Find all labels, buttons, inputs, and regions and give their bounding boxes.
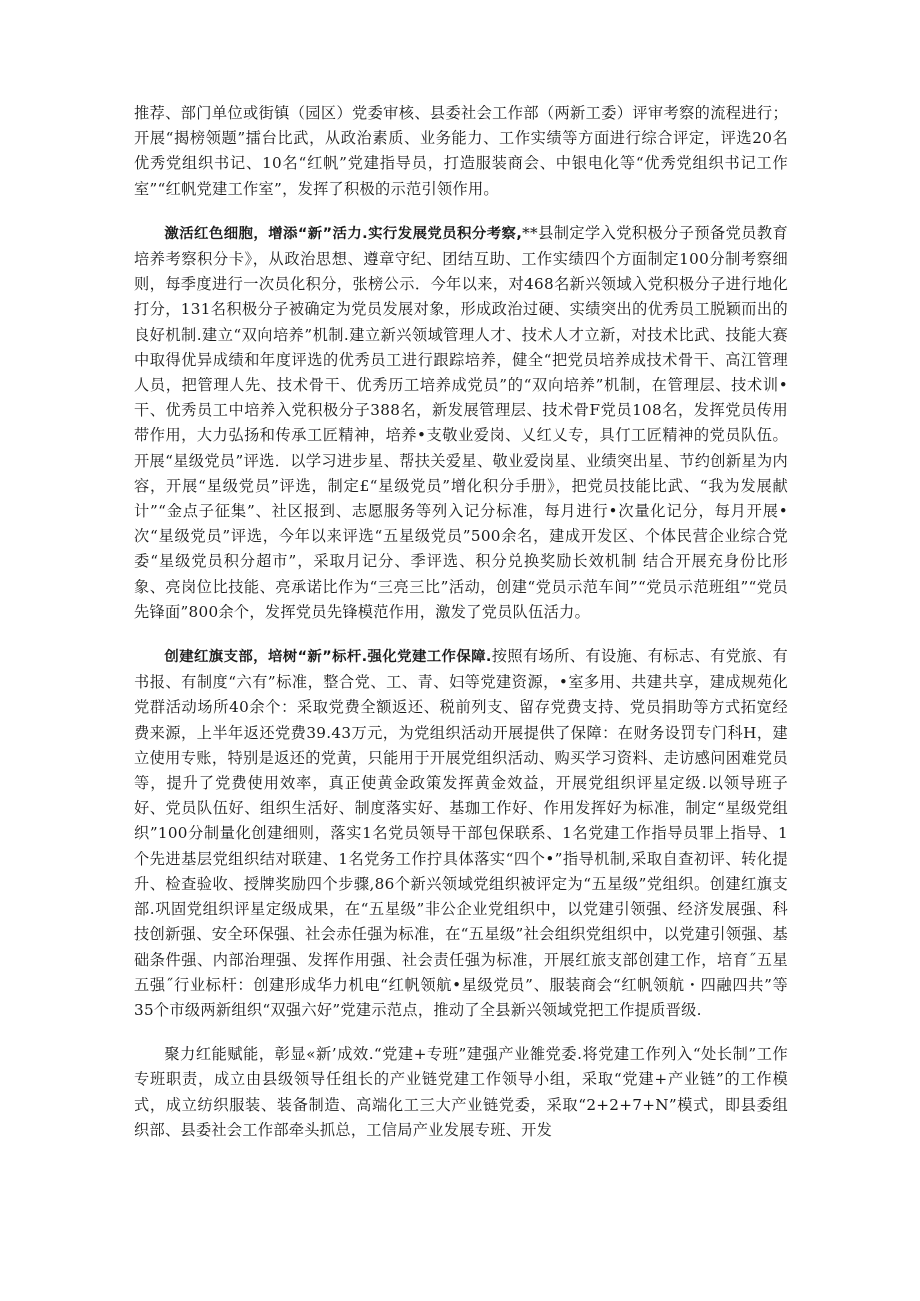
paragraph-4: 聚力红能赋能，彰显«新’成效.“党建+专班”建强产业雒党委.将党建工作列入“处长制”工作专班职责，成立由县级领导任组长的产业链党建工作领导小组，采取“党建+产业链”的工作模式，成立纺织服装、装备制造、高端化工三大产业链党委，采取“2+2+7+N”模式，即县委组织部、县委社会工作部牵头抓总，工信局产业发展专班、开发 (134, 1045, 788, 1139)
paragraph-2-lead: 激活红色细胞，增添“新”活力.实行发展党员积分考察, (164, 225, 523, 242)
paragraph-3 (134, 644, 788, 1023)
paragraph-gap (134, 625, 788, 644)
paragraph-2 (134, 221, 788, 625)
paragraph-1: 推荐、部门单位或街镇（园区）党委审核、县委社会工作部（两新工委）评审考察的流程进行；开展“揭榜领题”擂台比武，从政治素质、业务能力、工作实绩等方面进行综合评定，评选20名优秀党组织书记、10名“红帆”党建指导员，打造服装商会、中银电化等“优秀党组织书记工作室”“红帆党建工作室”，发挥了积极的示范引领作用。 (134, 104, 788, 198)
paragraph-gap (134, 202, 788, 221)
paragraph-gap (134, 1023, 788, 1042)
paragraph-3-lead: 创建红旗支部，培树“新”标杆.强化党建工作保障. (164, 649, 492, 666)
paragraph-3-body: 按照有场所、有设施、有标志、有党旅、有书报、有制度“六有”标准，整合党、工、青、妇等党建资源，•室多用、共建共享，建成规苑化党群活动场所40余个：采取党费全额返还、税前列支、留存党费支持、党员捐助等方式拓宽经费来源，上半年返还党费39.43万元，为党组织活动开展提供了保障：在财务设罚专门科H，建立使用专账，特别是返还的党黄，只能用于开展党组织活动、购买学习资料、走访感问困难党员等，提升了党费使用效率，真正使黄金政策发挥黄金效益，开展党组织评星定级.以领导班子好、党员队伍好、组织生活好、制度落实好、基珈工作好、作用发挥好为标准，制定“星级党组织”100分制量化创建细则，落实1名党员领导干部包保联系、1名党建工作指导员罪上指导、1个先进基层党组织结对联建、1名党务工作拧具体落实“四个•”指导机制,采取自查初评、转化提升、检查验收、授牌奖励四个步骤,86个新兴领域党组织被评定为“五星级”党组织。创建红旗支部.巩固党组织评星定级成果，在“五星级”非公企业党组织中，以党建引领强、经济发展强、科技创新强、安全环保强、社会赤任强为标准，在“五星级”社会组织党组织中，以党建引领强、基础条件强、内部治理强、发挥作用强、社会责任强为标准，开展红旅支部创建工作，培育˝五星五强˝行业标杆：创建形成华力机电“红帆领航•星级党员”、服装商会“红帆领航・四融四共”等35个市级两新组织“双强六好”党建示范点，推动了全县新兴领域党把工作提质晋级. (134, 647, 788, 1019)
paragraph-2-body: **县制定学入党积极分子预备党员教育培养考察积分卡》，从政治思想、遵章守纪、团结互助、工作实绩四个方面制定100分制考察细则，每季度进行一次员化积分，张榜公示．今年以来，对468名新兴领域入党积极分子进行地化打分，131名积极分子被确定为党员发展对象，形成政治过硬、实绩突出的优秀员工脱颖而出的良好机制.建立“双向培养”机制.建立新兴领域管理人才、技术人才立新，对技术比武、技能大赛中取得优异成绩和年度评选的优秀员工进行跟踪培养，健全“把党员培养成技术骨干、高江管理人员，把管理人先、技术骨干、优秀历工培养成党员”的“双向培养”机制，在管理层、技术训•干、优秀员工中培养入党积极分子388名，新发展管理层、技术骨F党员108名，发挥党员传用带作用，大力弘扬和传承工匠精神，培养•支敬业爱岗、乂红乂专，具仃工匠精神的党员队伍。开展“星级党员”评选．以学习进步星、帮扶关爱星、敬业爱岗星、业绩突出星、节约创新星为内容，开展“星级党员”评选，制定£“星级党员”增化积分手册》，把党员技能比武、“我为发展献计”“金点子征集”、社区报到、志愿服务等列入记分标准，每月进行•次量化记分，每月开展•次“星级党员”评选，今年以来评选“五星级党员”500余名，建成开发区、个体民营企业综合党委“星级党员积分超市”，采取月记分、季评选、积分兑换奖励长效机制 结合开展充身份比形象、亮岗位比技能、亮承诺比作为“三亮三比”活动，创建“党员示范车间”“党员示范班组”“党员先锋面”800余个，发挥党员先锋模范作用，激发了党员队伍活力。 (134, 223, 788, 621)
